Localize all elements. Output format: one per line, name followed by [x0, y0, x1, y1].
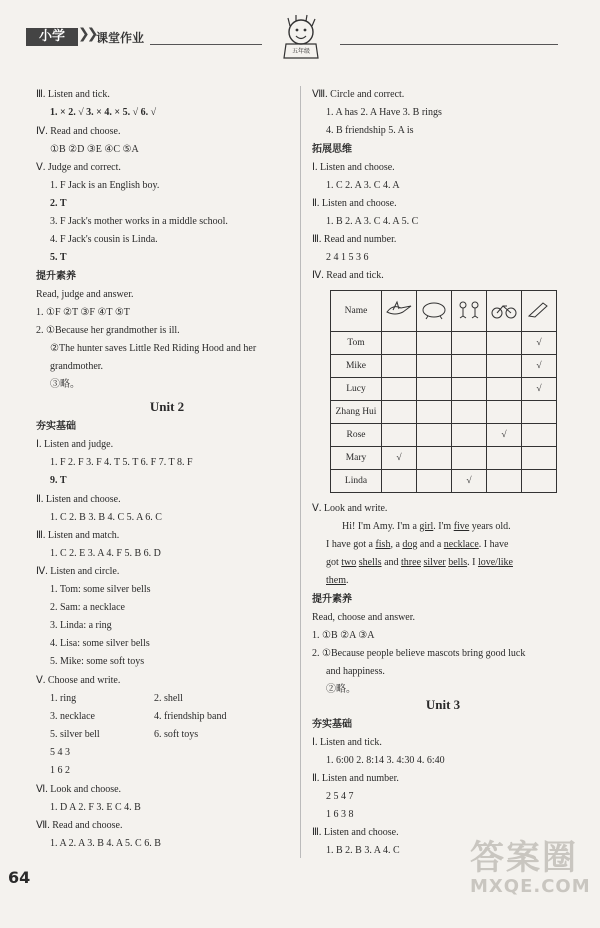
blank: shells [358, 557, 382, 568]
tick-cell: √ [522, 378, 557, 401]
section-heading: Ⅶ. Read and choose. [36, 820, 123, 831]
answer-line: 1. F Jack is an English boy. [50, 180, 160, 191]
section-label: 提升素养 [36, 271, 76, 282]
answer-line: 1. B 2. B 3. A 4. C [326, 845, 400, 856]
tick-cell [417, 447, 452, 470]
blank: fish [375, 539, 391, 550]
tick-cell [417, 355, 452, 378]
table-row [331, 470, 557, 493]
figures-icon [452, 291, 487, 332]
text: . I [467, 557, 478, 568]
name-cell: Rose [331, 424, 382, 447]
answer-line: 9. T [50, 475, 67, 486]
tick-cell [487, 355, 522, 378]
blank: three [401, 557, 422, 568]
tick-cell [522, 447, 557, 470]
answer-line: 2. shell [154, 693, 183, 704]
answer-line: 2. ①Because people believe mascots bring good luck [312, 648, 526, 659]
answer-line: 5. Mike: some soft toys [50, 656, 145, 667]
shoe-icon [522, 291, 557, 332]
section-heading: Ⅱ. Listen and number. [312, 773, 399, 784]
answer-line: 1 6 3 8 [326, 809, 354, 820]
answer-line: 4. friendship band [154, 711, 227, 722]
answer-line: 1. C 2. A 3. C 4. A [326, 180, 400, 191]
watermark-text: 答案圈 [470, 838, 578, 878]
table-row [331, 355, 557, 378]
tick-cell: √ [487, 424, 522, 447]
answer-line: 3. Linda: a ring [50, 620, 112, 631]
answer-line: 2 5 4 7 [326, 791, 354, 802]
grade-badge: 小学 [26, 28, 78, 46]
watermark [470, 830, 591, 897]
answer-line: 3. necklace [50, 711, 95, 722]
table-row [331, 424, 557, 447]
tick-cell [382, 378, 417, 401]
tick-cell [417, 470, 452, 493]
text: . I have [478, 539, 509, 550]
section-label: 夯实基础 [312, 719, 352, 730]
section-heading: Ⅰ. Listen and tick. [312, 737, 382, 748]
answer-line: 1 6 2 [50, 765, 70, 776]
text: and [381, 557, 402, 568]
section-heading: Ⅳ. Read and choose. [36, 126, 121, 137]
answer-line: 1. A has 2. A Have 3. B rings [326, 107, 442, 118]
section-heading: Ⅲ. Listen and choose. [312, 827, 399, 838]
header-rule-right [340, 44, 558, 45]
section-label: 拓展思维 [312, 144, 352, 155]
answer-line [326, 572, 349, 590]
answer-line: ②略。 [326, 684, 356, 695]
tick-cell [522, 424, 557, 447]
section-heading: Read, choose and answer. [312, 612, 416, 623]
unit-title: Unit 3 [425, 697, 461, 712]
section-label: 夯实基础 [36, 421, 76, 432]
tick-cell [417, 424, 452, 447]
answer-line: 1. F 2. F 3. F 4. T 5. T 6. F 7. T 8. F [50, 457, 193, 468]
tick-cell [382, 470, 417, 493]
blank: love/like [477, 557, 513, 568]
name-cell: Mike [331, 355, 382, 378]
tick-cell [452, 447, 487, 470]
blank: silver [423, 557, 446, 568]
tick-table [330, 290, 557, 493]
blank: two [341, 557, 357, 568]
answer-line: 1. 6:00 2. 8:14 3. 4:30 4. 6:40 [326, 755, 445, 766]
section-heading: Ⅷ. Circle and correct. [312, 89, 405, 100]
header-rule-left [150, 44, 262, 45]
answer-line [326, 554, 513, 572]
answer-line: 5. T [50, 252, 67, 263]
section-heading: Ⅱ. Listen and choose. [36, 494, 121, 505]
answer-line: 1. C 2. B 3. B 4. C 5. A 6. C [50, 512, 162, 523]
section-heading: Read, judge and answer. [36, 289, 134, 300]
tick-cell [417, 332, 452, 355]
text: I have got a [326, 539, 376, 550]
tick-cell [417, 378, 452, 401]
table-row [331, 401, 557, 424]
table-header-row [331, 291, 557, 332]
text: Hi! I'm Amy. I'm a [342, 521, 420, 532]
tick-cell: √ [382, 447, 417, 470]
answer-line: 1. ring [50, 693, 77, 704]
answer-line: 2 4 1 5 3 6 [326, 252, 369, 263]
answer-line: 1. ①F ②T ③F ④T ⑤T [36, 307, 130, 318]
watermark-url: MXQE.COM [470, 876, 591, 897]
tick-cell: √ [452, 470, 487, 493]
answer-line: 5 4 3 [50, 747, 70, 758]
answer-line: 1. ①B ②A ③A [312, 630, 375, 641]
section-heading: Ⅲ. Listen and match. [36, 530, 120, 541]
chevron-icon: ❯❯ [78, 26, 96, 42]
column-divider [300, 86, 301, 858]
section-label: 提升素养 [312, 594, 352, 605]
blank: them [326, 575, 346, 586]
tick-cell [487, 401, 522, 424]
header-title: 课堂作业 [96, 31, 145, 45]
bird-icon [382, 291, 417, 332]
header-name-cell: Name [331, 291, 382, 332]
answer-line: 5. silver bell [50, 729, 100, 740]
tick-cell [382, 424, 417, 447]
unit-title: Unit 2 [149, 399, 185, 414]
blank: necklace [443, 539, 479, 550]
answer-line: 1. A 2. A 3. B 4. A 5. C 6. B [50, 838, 161, 849]
answer-line: 4. Lisa: some silver bells [50, 638, 150, 649]
answer-line [326, 536, 508, 554]
tick-cell [452, 401, 487, 424]
answer-line: grandmother. [50, 361, 104, 372]
answer-line: 1. × 2. √ 3. × 4. × 5. √ 6. √ [50, 107, 157, 118]
text: years old. [469, 521, 511, 532]
page-number: 64 [8, 868, 31, 887]
text: and a [417, 539, 444, 550]
tick-cell [382, 332, 417, 355]
cloud-icon [417, 291, 452, 332]
blank: bells [448, 557, 468, 568]
tick-cell [452, 378, 487, 401]
answer-line: 4. F Jack's cousin is Linda. [50, 234, 158, 245]
mascot-label: 五年级 [291, 48, 310, 55]
tick-cell [382, 355, 417, 378]
answer-line: 1. Tom: some silver bells [50, 584, 151, 595]
tick-cell [487, 447, 522, 470]
tick-cell [522, 401, 557, 424]
answer-line: 4. B friendship 5. A is [326, 125, 414, 136]
name-cell: Lucy [331, 378, 382, 401]
tick-cell [487, 378, 522, 401]
tick-cell: √ [522, 355, 557, 378]
answer-line: 2. Sam: a necklace [50, 602, 125, 613]
tick-cell: √ [522, 332, 557, 355]
tick-cell [417, 401, 452, 424]
answer-line [342, 518, 511, 536]
name-cell: Zhang Hui [331, 401, 382, 424]
blank: girl [419, 521, 434, 532]
blank: dog [402, 539, 418, 550]
text: . I'm [433, 521, 454, 532]
tick-cell [452, 332, 487, 355]
name-cell: Tom [331, 332, 382, 355]
tick-cell [487, 470, 522, 493]
section-heading: Ⅳ. Listen and circle. [36, 566, 120, 577]
name-cell: Mary [331, 447, 382, 470]
tick-cell [382, 401, 417, 424]
name-cell: Linda [331, 470, 382, 493]
answer-line: ③略。 [50, 379, 80, 390]
answer-line: ②The hunter saves Little Red Riding Hood and her [50, 343, 257, 354]
answer-line: 6. soft toys [154, 729, 199, 740]
blank: five [453, 521, 470, 532]
mascot-icon [278, 14, 324, 66]
section-heading: Ⅳ. Read and tick. [312, 270, 384, 281]
section-heading: Ⅲ. Listen and tick. [36, 89, 110, 100]
section-heading: Ⅰ. Listen and judge. [36, 439, 114, 450]
section-heading: Ⅰ. Listen and choose. [312, 162, 395, 173]
answer-line: 2. T [50, 198, 67, 209]
answer-line: and happiness. [326, 666, 385, 677]
text: got [326, 557, 342, 568]
text: . [346, 575, 349, 586]
section-heading: Ⅴ. Choose and write. [36, 675, 121, 686]
answer-line: 2. ①Because her grandmother is ill. [36, 325, 180, 336]
tick-cell [522, 470, 557, 493]
section-heading: Ⅱ. Listen and choose. [312, 198, 397, 209]
answer-line: 1. C 2. E 3. A 4. F 5. B 6. D [50, 548, 161, 559]
tick-cell [452, 355, 487, 378]
answer-line: 1. D A 2. F 3. E C 4. B [50, 802, 141, 813]
page-header [0, 0, 600, 70]
section-heading: Ⅴ. Judge and correct. [36, 162, 121, 173]
table-row [331, 332, 557, 355]
answer-line: ①B ②D ③E ④C ⑤A [50, 144, 139, 155]
table-row [331, 378, 557, 401]
tick-cell [452, 424, 487, 447]
bike-icon [487, 291, 522, 332]
answer-line: 1. B 2. A 3. C 4. A 5. C [326, 216, 419, 227]
text: , a [390, 539, 403, 550]
section-heading: Ⅴ. Look and write. [312, 503, 388, 514]
section-heading: Ⅵ. Look and choose. [36, 784, 122, 795]
answer-line: 3. F Jack's mother works in a middle school. [50, 216, 228, 227]
tick-cell [487, 332, 522, 355]
section-heading: Ⅲ. Read and number. [312, 234, 397, 245]
table-row [331, 447, 557, 470]
